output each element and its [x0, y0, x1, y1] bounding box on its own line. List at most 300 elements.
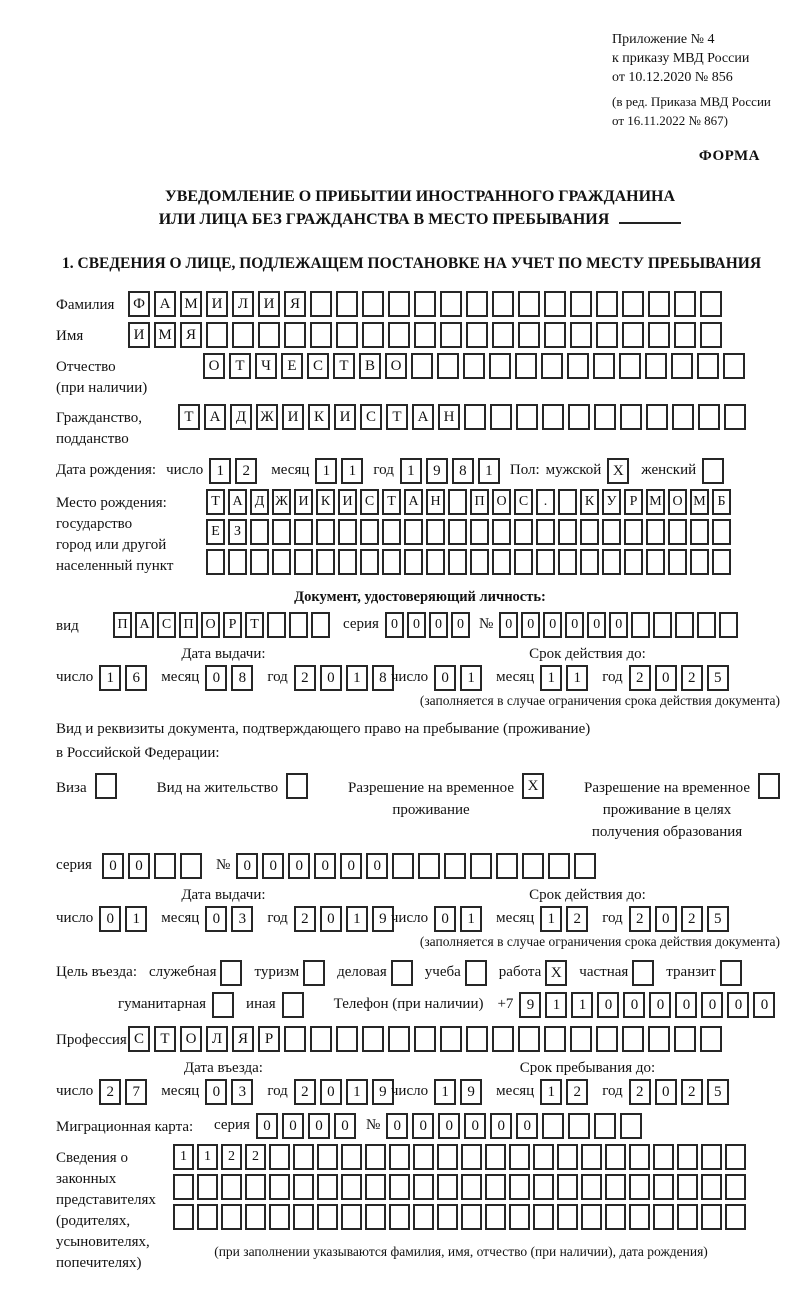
char-box[interactable]: [697, 612, 716, 638]
char-box[interactable]: 7: [125, 1079, 147, 1105]
char-box[interactable]: Ф: [128, 291, 150, 317]
char-box[interactable]: [700, 1026, 722, 1052]
char-box[interactable]: И: [128, 322, 150, 348]
char-box[interactable]: В: [359, 353, 381, 379]
purpose-humanitarian-checkbox[interactable]: [212, 992, 234, 1018]
char-box[interactable]: [570, 291, 592, 317]
char-box[interactable]: 1: [125, 906, 147, 932]
char-box[interactable]: [701, 1174, 722, 1200]
char-box[interactable]: 0: [385, 612, 404, 638]
char-box[interactable]: [336, 291, 358, 317]
char-box[interactable]: П: [470, 489, 489, 515]
char-box[interactable]: [580, 549, 599, 575]
char-box[interactable]: Я: [284, 291, 306, 317]
char-box[interactable]: А: [204, 404, 226, 430]
char-box[interactable]: [646, 519, 665, 545]
char-box[interactable]: К: [308, 404, 330, 430]
char-box[interactable]: [533, 1144, 554, 1170]
char-box[interactable]: 0: [516, 1113, 538, 1139]
char-box[interactable]: [289, 612, 308, 638]
char-box[interactable]: [723, 353, 745, 379]
char-box[interactable]: С: [514, 489, 533, 515]
char-box[interactable]: [269, 1144, 290, 1170]
char-box[interactable]: И: [206, 291, 228, 317]
char-box[interactable]: [341, 1204, 362, 1230]
char-box[interactable]: Я: [180, 322, 202, 348]
char-box[interactable]: [413, 1144, 434, 1170]
char-box[interactable]: [294, 519, 313, 545]
char-box[interactable]: [548, 853, 570, 879]
char-box[interactable]: [653, 1174, 674, 1200]
char-box[interactable]: Л: [206, 1026, 228, 1052]
char-box[interactable]: И: [282, 404, 304, 430]
char-box[interactable]: [336, 322, 358, 348]
purpose-tourism-checkbox[interactable]: [303, 960, 325, 986]
char-box[interactable]: [426, 519, 445, 545]
char-box[interactable]: [536, 519, 555, 545]
char-box[interactable]: [392, 853, 414, 879]
char-box[interactable]: [362, 1026, 384, 1052]
char-box[interactable]: 9: [460, 1079, 482, 1105]
char-box[interactable]: Д: [230, 404, 252, 430]
char-box[interactable]: [197, 1174, 218, 1200]
char-box[interactable]: [624, 519, 643, 545]
char-box[interactable]: [605, 1174, 626, 1200]
char-box[interactable]: 0: [543, 612, 562, 638]
char-box[interactable]: [437, 1174, 458, 1200]
char-box[interactable]: Ч: [255, 353, 277, 379]
char-box[interactable]: [690, 519, 709, 545]
char-box[interactable]: [568, 1113, 590, 1139]
char-box[interactable]: [712, 519, 731, 545]
char-box[interactable]: Н: [426, 489, 445, 515]
char-box[interactable]: 1: [173, 1144, 194, 1170]
char-box[interactable]: [360, 549, 379, 575]
char-box[interactable]: О: [492, 489, 511, 515]
char-box[interactable]: О: [203, 353, 225, 379]
char-box[interactable]: [316, 519, 335, 545]
char-box[interactable]: 6: [125, 665, 147, 691]
char-box[interactable]: [485, 1204, 506, 1230]
char-box[interactable]: 0: [262, 853, 284, 879]
char-box[interactable]: Т: [386, 404, 408, 430]
char-box[interactable]: [293, 1174, 314, 1200]
char-box[interactable]: [570, 322, 592, 348]
char-box[interactable]: 5: [707, 665, 729, 691]
char-box[interactable]: [413, 1174, 434, 1200]
char-box[interactable]: [605, 1144, 626, 1170]
char-box[interactable]: [310, 1026, 332, 1052]
char-box[interactable]: [440, 291, 462, 317]
char-box[interactable]: А: [135, 612, 154, 638]
char-box[interactable]: [674, 322, 696, 348]
char-box[interactable]: К: [316, 489, 335, 515]
char-box[interactable]: [558, 549, 577, 575]
char-box[interactable]: [310, 291, 332, 317]
char-box[interactable]: 0: [655, 1079, 677, 1105]
char-box[interactable]: [698, 404, 720, 430]
char-box[interactable]: 2: [681, 665, 703, 691]
char-box[interactable]: 0: [205, 1079, 227, 1105]
char-box[interactable]: [522, 853, 544, 879]
char-box[interactable]: [228, 549, 247, 575]
purpose-transit-checkbox[interactable]: [720, 960, 742, 986]
char-box[interactable]: 0: [320, 665, 342, 691]
char-box[interactable]: [724, 404, 746, 430]
purpose-private-checkbox[interactable]: [632, 960, 654, 986]
char-box[interactable]: 1: [346, 906, 368, 932]
char-box[interactable]: [418, 853, 440, 879]
char-box[interactable]: [489, 353, 511, 379]
char-box[interactable]: [466, 291, 488, 317]
char-box[interactable]: [557, 1174, 578, 1200]
char-box[interactable]: 0: [205, 665, 227, 691]
char-box[interactable]: С: [128, 1026, 150, 1052]
char-box[interactable]: П: [179, 612, 198, 638]
char-box[interactable]: [701, 1204, 722, 1230]
char-box[interactable]: 9: [519, 992, 541, 1018]
char-box[interactable]: [492, 549, 511, 575]
char-box[interactable]: С: [307, 353, 329, 379]
char-box[interactable]: [677, 1144, 698, 1170]
char-box[interactable]: М: [646, 489, 665, 515]
char-box[interactable]: [533, 1204, 554, 1230]
char-box[interactable]: [360, 519, 379, 545]
char-box[interactable]: [496, 853, 518, 879]
char-box[interactable]: [485, 1144, 506, 1170]
char-box[interactable]: [725, 1204, 746, 1230]
char-box[interactable]: [514, 549, 533, 575]
char-box[interactable]: [648, 1026, 670, 1052]
char-box[interactable]: [581, 1204, 602, 1230]
char-box[interactable]: [437, 1144, 458, 1170]
char-box[interactable]: [444, 853, 466, 879]
char-box[interactable]: Е: [206, 519, 225, 545]
char-box[interactable]: 0: [308, 1113, 330, 1139]
char-box[interactable]: 0: [386, 1113, 408, 1139]
char-box[interactable]: С: [360, 404, 382, 430]
char-box[interactable]: С: [157, 612, 176, 638]
char-box[interactable]: 0: [521, 612, 540, 638]
char-box[interactable]: [365, 1144, 386, 1170]
char-box[interactable]: [646, 549, 665, 575]
char-box[interactable]: [404, 549, 423, 575]
char-box[interactable]: 0: [314, 853, 336, 879]
char-box[interactable]: [404, 519, 423, 545]
char-box[interactable]: [557, 1144, 578, 1170]
char-box[interactable]: [541, 353, 563, 379]
char-box[interactable]: О: [201, 612, 220, 638]
char-box[interactable]: 1: [400, 458, 422, 484]
char-box[interactable]: О: [385, 353, 407, 379]
char-box[interactable]: 0: [490, 1113, 512, 1139]
purpose-business-checkbox[interactable]: [391, 960, 413, 986]
char-box[interactable]: 1: [540, 906, 562, 932]
char-box[interactable]: И: [294, 489, 313, 515]
char-box[interactable]: 1: [434, 1079, 456, 1105]
char-box[interactable]: [411, 353, 433, 379]
char-box[interactable]: [533, 1174, 554, 1200]
char-box[interactable]: 1: [197, 1144, 218, 1170]
char-box[interactable]: [645, 353, 667, 379]
char-box[interactable]: [272, 549, 291, 575]
char-box[interactable]: [250, 549, 269, 575]
char-box[interactable]: [567, 353, 589, 379]
char-box[interactable]: 1: [346, 1079, 368, 1105]
char-box[interactable]: [293, 1144, 314, 1170]
char-box[interactable]: А: [404, 489, 423, 515]
char-box[interactable]: [232, 322, 254, 348]
char-box[interactable]: [574, 853, 596, 879]
char-box[interactable]: 1: [566, 665, 588, 691]
char-box[interactable]: О: [668, 489, 687, 515]
char-box[interactable]: Н: [438, 404, 460, 430]
char-box[interactable]: А: [228, 489, 247, 515]
char-box[interactable]: [470, 549, 489, 575]
char-box[interactable]: [272, 519, 291, 545]
char-box[interactable]: [516, 404, 538, 430]
char-box[interactable]: [596, 291, 618, 317]
temp-residence-edu-checkbox[interactable]: [758, 773, 780, 799]
char-box[interactable]: 0: [434, 665, 456, 691]
char-box[interactable]: 2: [566, 1079, 588, 1105]
char-box[interactable]: З: [228, 519, 247, 545]
char-box[interactable]: [461, 1174, 482, 1200]
char-box[interactable]: 9: [372, 906, 394, 932]
char-box[interactable]: 8: [452, 458, 474, 484]
char-box[interactable]: [362, 291, 384, 317]
char-box[interactable]: [671, 353, 693, 379]
char-box[interactable]: 0: [438, 1113, 460, 1139]
char-box[interactable]: 5: [707, 1079, 729, 1105]
char-box[interactable]: [624, 549, 643, 575]
char-box[interactable]: 2: [566, 906, 588, 932]
char-box[interactable]: Т: [154, 1026, 176, 1052]
char-box[interactable]: [464, 404, 486, 430]
char-box[interactable]: [509, 1204, 530, 1230]
char-box[interactable]: [725, 1174, 746, 1200]
char-box[interactable]: [725, 1144, 746, 1170]
char-box[interactable]: 2: [681, 906, 703, 932]
char-box[interactable]: [341, 1144, 362, 1170]
char-box[interactable]: [461, 1144, 482, 1170]
char-box[interactable]: [672, 404, 694, 430]
char-box[interactable]: [382, 549, 401, 575]
char-box[interactable]: [461, 1204, 482, 1230]
residence-permit-checkbox[interactable]: [286, 773, 308, 799]
char-box[interactable]: 5: [707, 906, 729, 932]
char-box[interactable]: [492, 322, 514, 348]
char-box[interactable]: [492, 1026, 514, 1052]
char-box[interactable]: [437, 1204, 458, 1230]
char-box[interactable]: [173, 1174, 194, 1200]
char-box[interactable]: [293, 1204, 314, 1230]
char-box[interactable]: [250, 519, 269, 545]
char-box[interactable]: Р: [258, 1026, 280, 1052]
char-box[interactable]: 0: [649, 992, 671, 1018]
char-box[interactable]: [581, 1144, 602, 1170]
char-box[interactable]: [463, 353, 485, 379]
char-box[interactable]: 0: [288, 853, 310, 879]
char-box[interactable]: [697, 353, 719, 379]
char-box[interactable]: [518, 291, 540, 317]
char-box[interactable]: 0: [753, 992, 775, 1018]
char-box[interactable]: [629, 1144, 650, 1170]
char-box[interactable]: [388, 322, 410, 348]
char-box[interactable]: 0: [282, 1113, 304, 1139]
char-box[interactable]: 0: [429, 612, 448, 638]
char-box[interactable]: [470, 853, 492, 879]
char-box[interactable]: [619, 353, 641, 379]
char-box[interactable]: К: [580, 489, 599, 515]
char-box[interactable]: [269, 1174, 290, 1200]
char-box[interactable]: У: [602, 489, 621, 515]
char-box[interactable]: [490, 404, 512, 430]
char-box[interactable]: 0: [99, 906, 121, 932]
char-box[interactable]: 1: [99, 665, 121, 691]
char-box[interactable]: Е: [281, 353, 303, 379]
char-box[interactable]: [594, 404, 616, 430]
char-box[interactable]: 2: [221, 1144, 242, 1170]
char-box[interactable]: 2: [294, 906, 316, 932]
char-box[interactable]: [448, 549, 467, 575]
char-box[interactable]: 0: [334, 1113, 356, 1139]
char-box[interactable]: [365, 1174, 386, 1200]
char-box[interactable]: [558, 489, 577, 515]
char-box[interactable]: 0: [623, 992, 645, 1018]
char-box[interactable]: [245, 1204, 266, 1230]
char-box[interactable]: [622, 1026, 644, 1052]
char-box[interactable]: [557, 1204, 578, 1230]
char-box[interactable]: [341, 1174, 362, 1200]
char-box[interactable]: [154, 853, 176, 879]
char-box[interactable]: 1: [209, 458, 231, 484]
char-box[interactable]: 1: [540, 1079, 562, 1105]
char-box[interactable]: [245, 1174, 266, 1200]
char-box[interactable]: 0: [597, 992, 619, 1018]
char-box[interactable]: 0: [366, 853, 388, 879]
char-box[interactable]: [515, 353, 537, 379]
char-box[interactable]: [310, 322, 332, 348]
char-box[interactable]: [594, 1113, 616, 1139]
char-box[interactable]: 0: [655, 906, 677, 932]
char-box[interactable]: 0: [587, 612, 606, 638]
char-box[interactable]: Л: [232, 291, 254, 317]
char-box[interactable]: О: [180, 1026, 202, 1052]
char-box[interactable]: И: [338, 489, 357, 515]
char-box[interactable]: [317, 1174, 338, 1200]
char-box[interactable]: [631, 612, 650, 638]
visa-checkbox[interactable]: [95, 773, 117, 799]
char-box[interactable]: [317, 1144, 338, 1170]
char-box[interactable]: [570, 1026, 592, 1052]
char-box[interactable]: [221, 1204, 242, 1230]
char-box[interactable]: М: [180, 291, 202, 317]
char-box[interactable]: 1: [460, 906, 482, 932]
char-box[interactable]: 0: [205, 906, 227, 932]
temp-residence-checkbox[interactable]: X: [522, 773, 544, 799]
char-box[interactable]: [514, 519, 533, 545]
char-box[interactable]: Т: [178, 404, 200, 430]
char-box[interactable]: [470, 519, 489, 545]
char-box[interactable]: М: [690, 489, 709, 515]
purpose-study-checkbox[interactable]: [465, 960, 487, 986]
char-box[interactable]: 1: [478, 458, 500, 484]
char-box[interactable]: [365, 1204, 386, 1230]
char-box[interactable]: [413, 1204, 434, 1230]
char-box[interactable]: [700, 322, 722, 348]
char-box[interactable]: [492, 519, 511, 545]
char-box[interactable]: [677, 1204, 698, 1230]
char-box[interactable]: 1: [341, 458, 363, 484]
char-box[interactable]: [206, 549, 225, 575]
sex-female-checkbox[interactable]: [702, 458, 724, 484]
char-box[interactable]: [426, 549, 445, 575]
char-box[interactable]: [544, 1026, 566, 1052]
char-box[interactable]: А: [412, 404, 434, 430]
char-box[interactable]: [389, 1204, 410, 1230]
char-box[interactable]: 1: [540, 665, 562, 691]
char-box[interactable]: 0: [320, 1079, 342, 1105]
char-box[interactable]: 0: [451, 612, 470, 638]
purpose-official-checkbox[interactable]: [220, 960, 242, 986]
char-box[interactable]: [197, 1204, 218, 1230]
purpose-work-checkbox[interactable]: X: [545, 960, 567, 986]
char-box[interactable]: [542, 1113, 564, 1139]
char-box[interactable]: [629, 1204, 650, 1230]
char-box[interactable]: 2: [235, 458, 257, 484]
char-box[interactable]: [388, 1026, 410, 1052]
char-box[interactable]: [388, 291, 410, 317]
char-box[interactable]: [437, 353, 459, 379]
char-box[interactable]: Б: [712, 489, 731, 515]
char-box[interactable]: [389, 1144, 410, 1170]
char-box[interactable]: [653, 1204, 674, 1230]
char-box[interactable]: [440, 1026, 462, 1052]
char-box[interactable]: 2: [629, 665, 651, 691]
char-box[interactable]: 2: [681, 1079, 703, 1105]
char-box[interactable]: [448, 489, 467, 515]
char-box[interactable]: 0: [727, 992, 749, 1018]
char-box[interactable]: [602, 549, 621, 575]
char-box[interactable]: [602, 519, 621, 545]
char-box[interactable]: [668, 549, 687, 575]
char-box[interactable]: [700, 291, 722, 317]
char-box[interactable]: Р: [223, 612, 242, 638]
char-box[interactable]: [544, 322, 566, 348]
char-box[interactable]: [389, 1174, 410, 1200]
char-box[interactable]: [668, 519, 687, 545]
char-box[interactable]: [294, 549, 313, 575]
char-box[interactable]: Т: [382, 489, 401, 515]
char-box[interactable]: [558, 519, 577, 545]
char-box[interactable]: 0: [434, 906, 456, 932]
char-box[interactable]: [448, 519, 467, 545]
char-box[interactable]: [414, 1026, 436, 1052]
char-box[interactable]: 9: [426, 458, 448, 484]
char-box[interactable]: 2: [245, 1144, 266, 1170]
char-box[interactable]: Т: [245, 612, 264, 638]
char-box[interactable]: [492, 291, 514, 317]
char-box[interactable]: [596, 1026, 618, 1052]
char-box[interactable]: [544, 291, 566, 317]
char-box[interactable]: [648, 322, 670, 348]
char-box[interactable]: .: [536, 489, 555, 515]
char-box[interactable]: [690, 549, 709, 575]
char-box[interactable]: 1: [346, 665, 368, 691]
char-box[interactable]: 0: [236, 853, 258, 879]
char-box[interactable]: [173, 1204, 194, 1230]
